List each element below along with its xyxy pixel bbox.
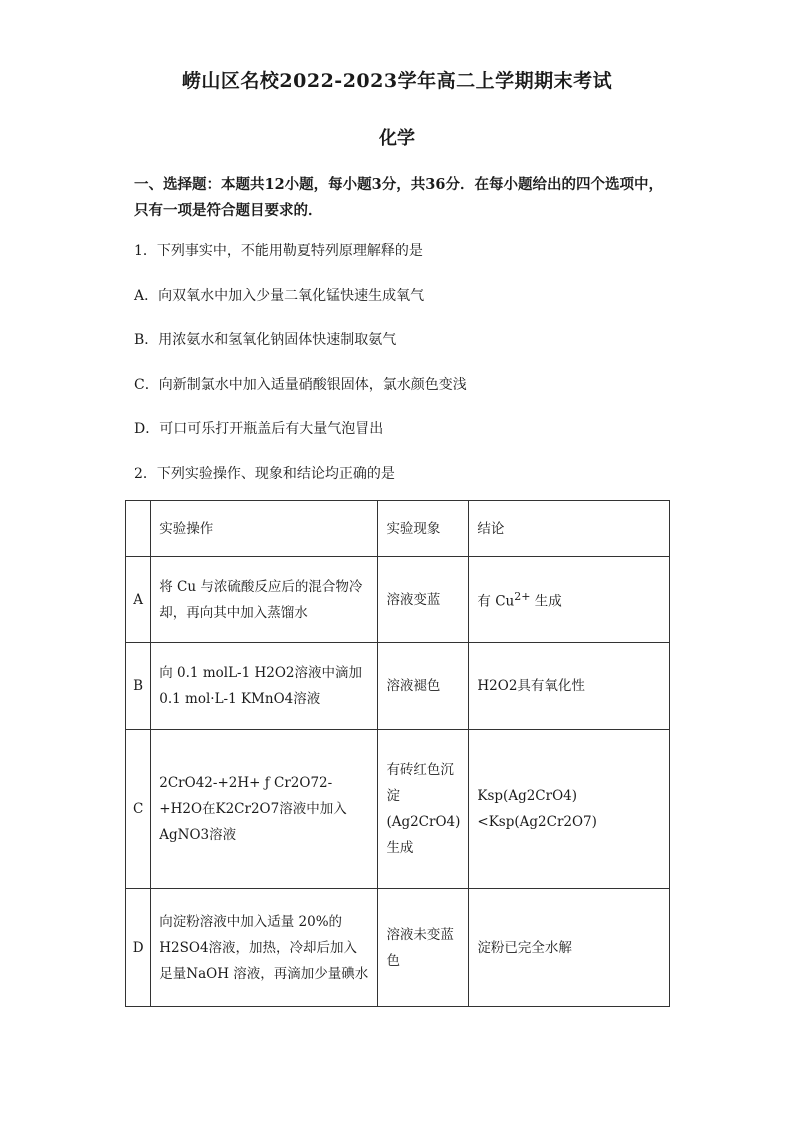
conclusion-suffix: 生成 — [534, 593, 562, 610]
row-phenomenon: 有砖红色沉淀(Ag2CrO4)生成 — [378, 730, 469, 889]
question-1-option-b: B．用浓氨水和氢氧化钠固体快速制取氨气 — [134, 332, 397, 348]
table-row — [126, 557, 670, 643]
question-1-option-a: A．向双氧水中加入少量二氧化锰快速生成氧气 — [134, 288, 425, 304]
row-phenomenon: 溶液褪色 — [378, 643, 469, 730]
experiment-table — [125, 500, 670, 1007]
question-1-option-c: C．向新制氯水中加入适量硝酸银固体，氯水颜色变浅 — [134, 377, 467, 393]
table-row — [126, 889, 670, 1007]
ion-charge: 2+ — [514, 590, 531, 604]
table-header-blank — [126, 501, 151, 557]
question-2-stem: 2．下列实验操作、现象和结论均正确的是 — [134, 466, 395, 482]
table-row — [126, 643, 670, 730]
row-operation: 向淀粉溶液中加入适量 20%的H2SO4溶液，加热，冷却后加入足量NaOH 溶液，再滴加少量碘水 — [151, 889, 378, 1007]
row-conclusion: H2O2具有氧化性 — [469, 643, 670, 730]
table-header-conclusion: 结论 — [469, 501, 670, 557]
table-header-operation: 实验操作 — [151, 501, 378, 557]
row-label: B — [126, 643, 151, 730]
row-phenomenon: 溶液变蓝 — [378, 557, 469, 643]
ion-symbol: Cu — [495, 593, 515, 610]
conclusion-prefix: 有 — [477, 593, 491, 610]
subject-title: 化学 — [379, 128, 415, 149]
row-conclusion: Ksp(Ag2CrO4)<Ksp(Ag2Cr2O7) — [469, 730, 670, 889]
table-row — [126, 730, 670, 889]
table-header-row — [126, 501, 670, 557]
row-label: D — [126, 889, 151, 1007]
row-operation: 2CrO42-+2H+ ƒ Cr2O72-+H2O在K2Cr2O7溶液中加入 AgNO3溶液 — [151, 730, 378, 889]
row-conclusion: 淀粉已完全水解 — [469, 889, 670, 1007]
row-operation: 向 0.1 molL-1 H2O2溶液中滴加 0.1 mol·L-1 KMnO4溶液 — [151, 643, 378, 730]
section-heading: 一、选择题：本题共12小题，每小题3分，共36分．在每小题给出的四个选项中，只有一项是符合题目要求的． — [134, 176, 663, 219]
row-operation: 将 Cu 与浓硫酸反应后的混合物冷却，再向其中加入蒸馏水 — [151, 557, 378, 643]
row-label: C — [126, 730, 151, 889]
row-label: A — [126, 557, 151, 643]
table-header-phenomenon: 实验现象 — [378, 501, 469, 557]
question-1-option-d: D．可口可乐打开瓶盖后有大量气泡冒出 — [134, 421, 384, 437]
question-1-stem: 1．下列事实中，不能用勒夏特列原理解释的是 — [134, 243, 423, 259]
row-phenomenon: 溶液未变蓝色 — [378, 889, 469, 1007]
exam-title: 崂山区名校2022-2023学年高二上学期期末考试 — [181, 70, 613, 92]
row-conclusion — [469, 557, 670, 643]
